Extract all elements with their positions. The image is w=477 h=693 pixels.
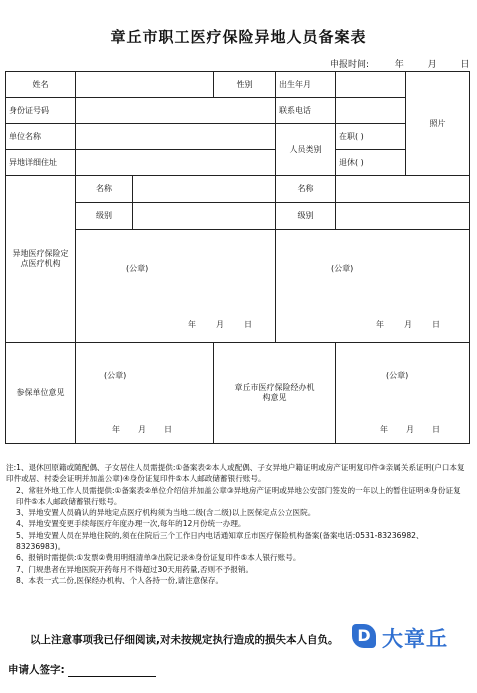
name-label: 姓名 [6,72,76,98]
applicant-label: 申请人签字: [8,664,65,676]
signature-line[interactable] [68,666,156,677]
id-number-input[interactable] [76,98,276,124]
hospital-level-input-1[interactable] [133,203,276,230]
phone-input[interactable] [336,98,406,124]
hospital-name-input-1[interactable] [133,176,276,203]
name-input[interactable] [76,72,214,98]
address-label: 异地详细住址 [6,150,76,176]
hospital-level-label-2: 级别 [276,203,336,230]
category-label: 人员类别 [276,124,336,176]
applicant-signature [8,662,156,677]
agency-seal: (公章) [386,371,409,380]
note-item: 3、异地安置人员确认的异地定点医疗机构须为当地二级(含二级)以上医保定点公立医院。 [16,508,316,518]
agency-opinion-label: 章丘市医疗保险经办机构意见 [214,343,336,444]
hospital-date-1: 年 月 日 [188,320,252,329]
id-number-label: 身份证号码 [6,98,76,124]
phone-label: 联系电话 [276,98,336,124]
logo-text: 大章丘 [382,627,448,651]
hospital-date-2: 年 月 日 [376,320,440,329]
unit-seal: (公章) [104,371,127,380]
report-time-label: 申报时间: [330,60,370,70]
note-item: 注:1、退休回原籍或随配偶、子女居住人员需提供:①备案表②本人或配偶、子女异地户籍证明或房产证明复印件③亲属关系证明(户口本复印件或居、村委会证明并加盖公章)④身份证复印件⑤本人邮政储蓄银行账号。 [6,463,465,484]
hospital-name-label-1: 名称 [76,176,133,203]
employer-label: 单位名称 [6,124,76,150]
hospital-name-input-2[interactable] [336,176,470,203]
unit-opinion-box [76,343,214,444]
hospital-seal-box-1 [76,230,276,343]
photo-box: 照片 [406,72,470,176]
hospital-name-label-2: 名称 [276,176,336,203]
retired-option[interactable]: 退休( ) [336,150,406,176]
address-input[interactable] [76,150,276,176]
report-year: 年 [394,60,404,70]
note-item: 8、本表一式二份,医保经办机构、个人各持一份,请注意保存。 [16,575,224,585]
watermark-logo [352,622,470,652]
agency-opinion-box [336,343,470,444]
note-item: 5、异地安置人员在异地住院的,须在住院后三个工作日内电话通知章丘市医疗保险机构备案(备案电话:0531-83236982、83236983)。 [16,530,424,552]
notes [6,462,466,586]
employer-input[interactable] [76,124,276,150]
logo-icon: D [352,624,376,648]
gender-label: 性别 [214,72,276,98]
note-item: 2、常驻外地工作人员需提供:①备案表②单位介绍信并加盖公章③异地房产证明或异地公安部门签发的一年以上的暂住证明④身份证复印件⑤本人邮政储蓄银行账号。 [16,485,461,506]
registration-form [5,71,470,444]
hospital-seal-2: (公章) [331,264,354,273]
employed-option[interactable]: 在职( ) [336,124,406,150]
report-month: 月 [427,60,437,70]
hospital-level-input-2[interactable] [336,203,470,230]
unit-date: 年 月 日 [112,425,172,434]
note-item: 6、报销时需提供:①发票②费用明细清单③出院记录④身份证复印件⑤本人银行账号。 [16,553,301,563]
hospital-level-label-1: 级别 [76,203,133,230]
report-time [330,57,469,70]
note-item: 7、门规患者在异地医院开药每月不得超过30天用药量,否则不予报销。 [16,564,254,574]
note-item: 4、异地安置变更手续每医疗年度办理一次,每年的12月份统一办理。 [16,519,246,529]
hospital-label: 异地医疗保险定点医疗机构 [6,176,76,343]
report-day: 日 [460,60,470,70]
page-title: 章丘市职工医疗保险异地人员备案表 [110,28,367,46]
agency-date: 年 月 日 [380,425,440,434]
hospital-seal-1: (公章) [126,264,149,273]
birth-input[interactable] [336,72,406,98]
unit-opinion-label: 参保单位意见 [6,343,76,444]
birth-label: 出生年月 [276,72,336,98]
hospital-seal-box-2 [276,230,470,343]
acknowledgement-text: 以上注意事项我已仔细阅读,对未按规定执行造成的损失本人自负。 [30,634,339,646]
